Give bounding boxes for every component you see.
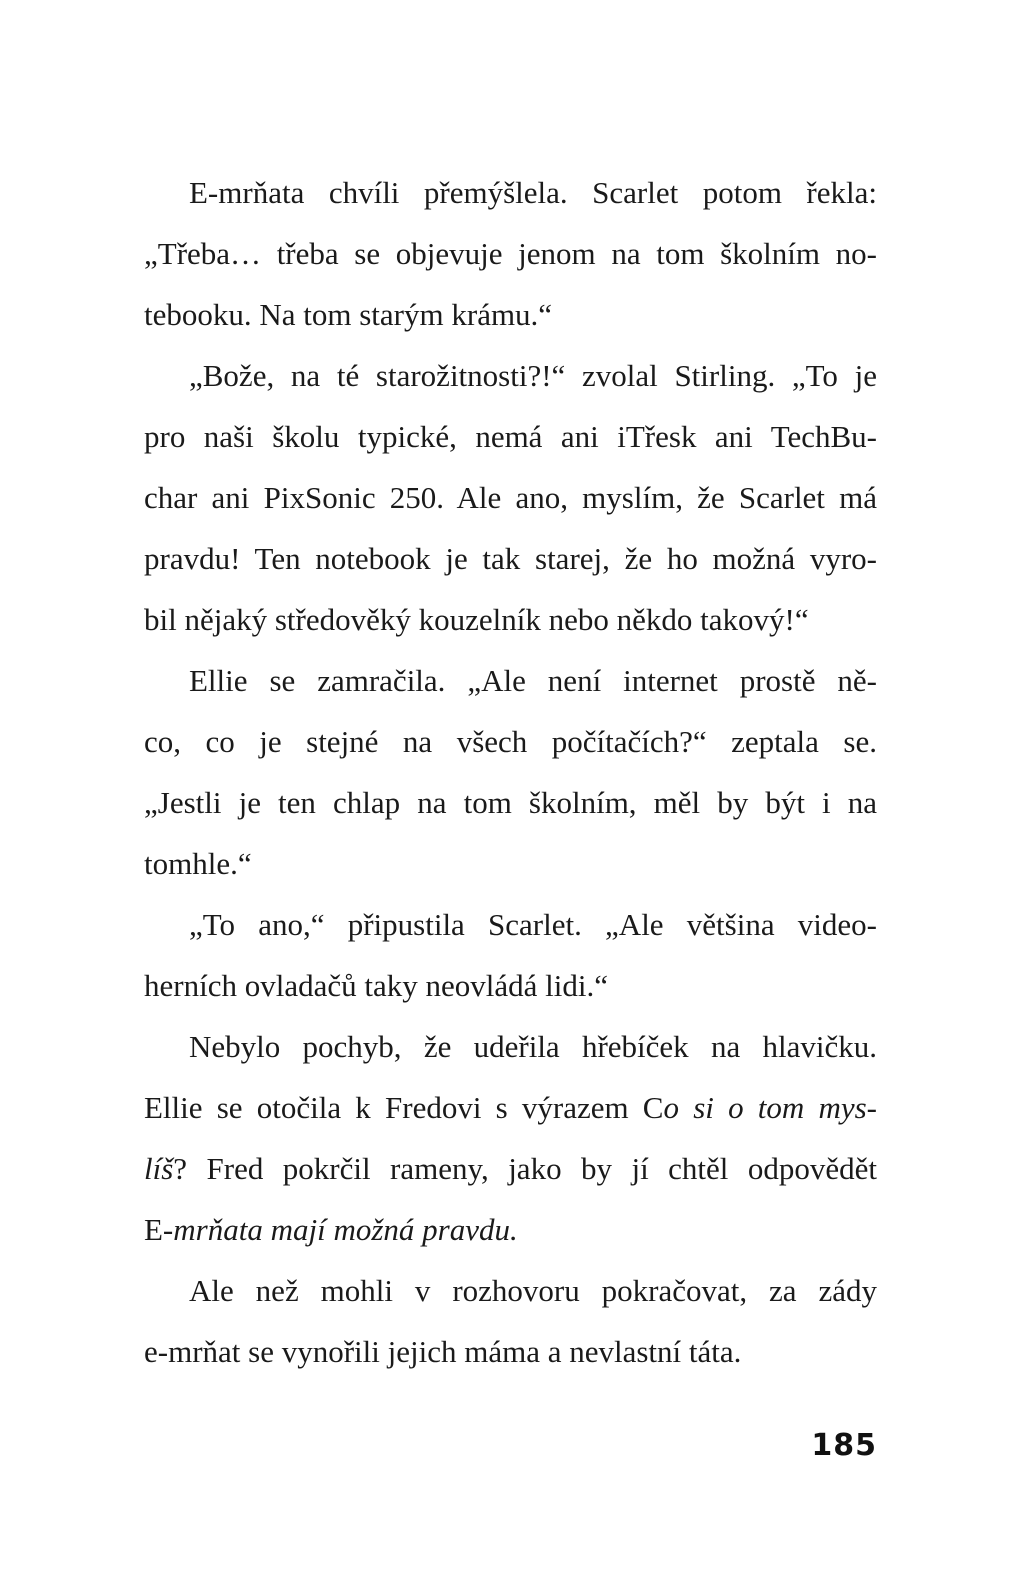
text-line: pravdu! Ten notebook je tak starej, že ho možná vyro- xyxy=(144,541,877,576)
text-line: char ani PixSonic 250. Ale ano, myslím, že Scarlet má xyxy=(144,480,877,515)
text-line: „Třeba… třeba se objevuje jenom na tom školním no- xyxy=(144,236,877,271)
text-line xyxy=(144,1199,877,1260)
paragraph xyxy=(144,345,877,650)
text-line: Ale než mohli v rozhovoru pokračovat, za zády xyxy=(189,1273,877,1308)
paragraph xyxy=(144,894,877,1016)
text-line: „To ano,“ připustila Scarlet. „Ale většina video- xyxy=(189,907,877,942)
italic-run: mrňata mají možná pravdu. xyxy=(173,1212,518,1247)
text-line: tebooku. Na tom starým krámu.“ xyxy=(144,297,553,332)
text-line: bil nějaký středověký kouzelník nebo někdo takový!“ xyxy=(144,602,809,637)
text-line xyxy=(144,1016,877,1077)
page-number: 185 xyxy=(811,1428,877,1463)
text-line xyxy=(144,1138,877,1199)
text-line: pro naši školu typické, nemá ani iTřesk ani TechBu- xyxy=(144,419,877,454)
paragraph xyxy=(144,1016,877,1260)
text-line: co, co je stejné na všech počítačích?“ zeptala se. xyxy=(144,724,877,759)
text-line: e-mrňat se vynořili jejich máma a nevlastní táta. xyxy=(144,1334,742,1369)
text-line: herních ovladačů taky neovládá lidi.“ xyxy=(144,968,608,1003)
text-run: E- xyxy=(144,1212,174,1247)
text-line: E-mrňata chvíli přemýšlela. Scarlet potom řekla: xyxy=(189,175,877,210)
text-line: „Jestli je ten chlap na tom školním, měl by být i na xyxy=(144,785,877,820)
paragraph xyxy=(144,162,877,345)
body-text xyxy=(144,162,877,1382)
paragraph xyxy=(144,650,877,894)
text-line: tomhle.“ xyxy=(144,846,252,881)
text-run: ? Fred pokrčil rameny, jako by jí chtěl odpovědět xyxy=(173,1151,877,1186)
text-run: Nebylo pochyb, že udeřila hřebíček na hlavičku. xyxy=(189,1029,877,1064)
text-run: Ellie se otočila k Fredovi s výrazem C xyxy=(144,1090,664,1125)
paragraph xyxy=(144,1260,877,1382)
italic-run: o si o tom mys- xyxy=(663,1090,878,1125)
text-line xyxy=(144,1077,877,1138)
text-line: Ellie se zamračila. „Ale není internet prostě ně- xyxy=(189,663,877,698)
italic-run: líš xyxy=(144,1151,174,1186)
text-line: „Bože, na té starožitnosti?!“ zvolal Stirling. „To je xyxy=(189,358,877,393)
